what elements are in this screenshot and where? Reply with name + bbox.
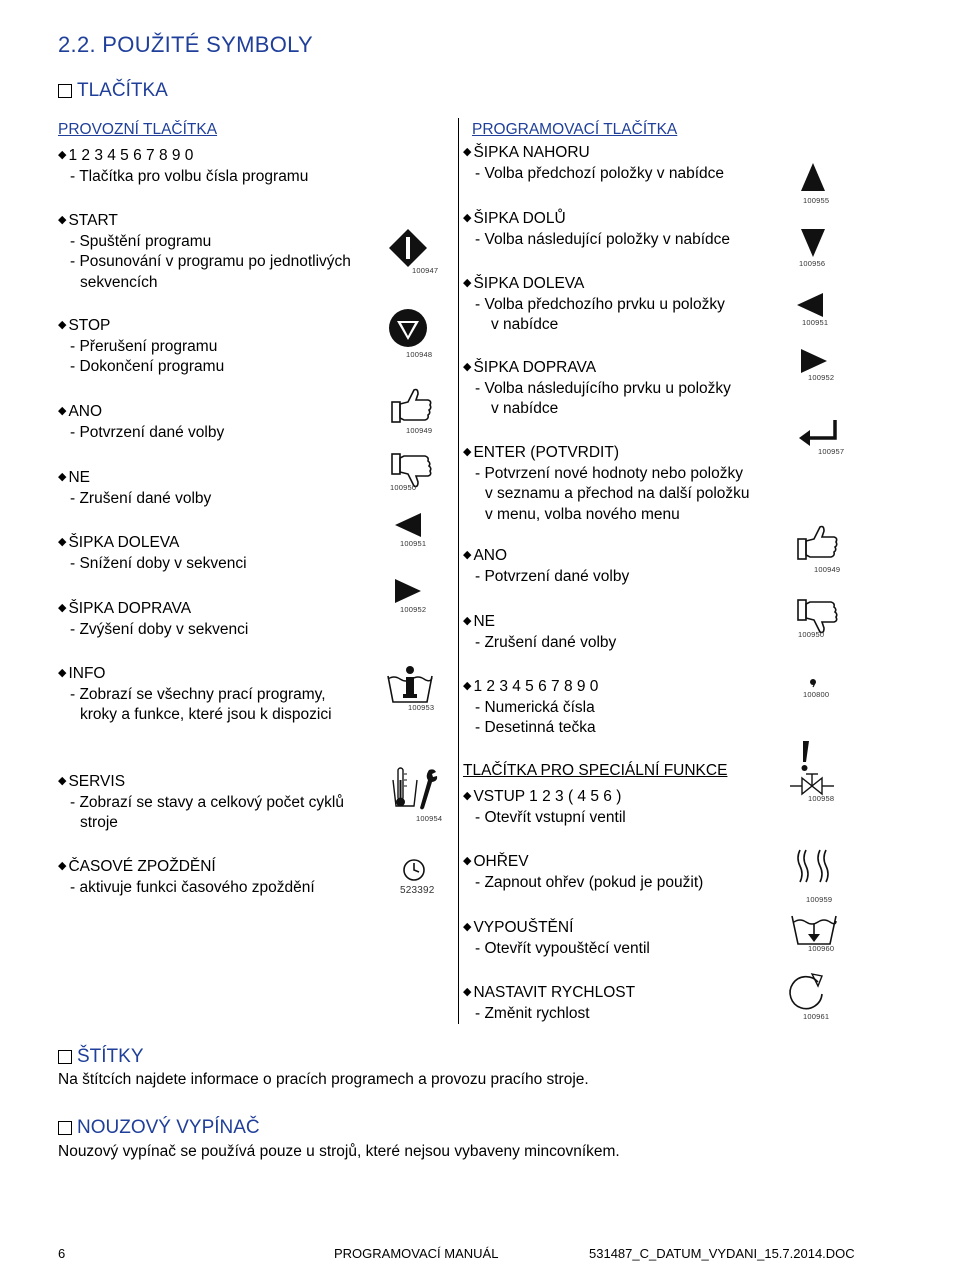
diamond-bullet-icon: ◆ — [463, 855, 472, 867]
list-item: ◆ INFO - Zobrazí se všechny prací programy, kroky a funkce, které jsou k dispozici — [58, 665, 332, 723]
decimal-point-icon — [809, 678, 817, 688]
diamond-bullet-icon: ◆ — [58, 536, 67, 548]
thumbs-up-icon — [390, 386, 434, 424]
labels-text: Na štítcích najdete informace o pracích programech a provozu pracího stroje. — [58, 1071, 589, 1088]
footer-document-name: 531487_C_DATUM_VYDANI_15.7.2014.DOC — [589, 1246, 855, 1261]
section-heading-labels — [58, 1046, 144, 1068]
service-icon — [392, 766, 440, 812]
list-item: ◆ ANO - Potvrzení dané volby — [463, 547, 630, 585]
list-item: ◆ ŠIPKA DOPRAVA - Volba následujícího prvku u položky v nabídce — [463, 359, 731, 417]
list-item: ◆ VSTUP 1 2 3 ( 4 5 6 ) - Otevřít vstupní ventil — [463, 788, 626, 826]
diamond-bullet-icon: ◆ — [463, 277, 472, 289]
arrow-up-icon — [800, 162, 826, 192]
arrow-left-icon — [796, 292, 824, 318]
diamond-bullet-icon: ◆ — [58, 667, 67, 679]
arrow-down-icon — [800, 228, 826, 258]
list-item: ◆ ŠIPKA DOPRAVA - Zvýšení doby v sekvenci — [58, 600, 249, 638]
list-item: ◆ 1 2 3 4 5 6 7 8 9 0 - Tlačítka pro volbu čísla programu — [58, 147, 309, 185]
section-heading-buttons — [58, 80, 168, 102]
page-title: 2.2. POUŽITÉ SYMBOLY — [58, 32, 313, 57]
right-column-heading: PROGRAMOVACÍ TLAČÍTKA — [472, 121, 678, 138]
list-item: ◆ ŠIPKA NAHORU - Volba předchozí položky v nabídce — [463, 144, 725, 182]
list-item: ◆ NE - Zrušení dané volby — [58, 469, 212, 507]
diamond-bullet-icon: ◆ — [463, 212, 472, 224]
diamond-bullet-icon: ◆ — [58, 775, 67, 787]
diamond-bullet-icon: ◆ — [463, 790, 472, 802]
list-item: ◆ VYPOUŠTĚNÍ - Otevřít vypouštěcí ventil — [463, 919, 650, 957]
checkbox-icon — [58, 1050, 72, 1064]
footer-manual-title: PROGRAMOVACÍ MANUÁL — [334, 1246, 499, 1261]
section-heading-emergency — [58, 1117, 260, 1139]
heating-icon — [794, 848, 834, 892]
info-icon — [386, 664, 434, 704]
diamond-bullet-icon: ◆ — [58, 602, 67, 614]
diamond-bullet-icon: ◆ — [58, 471, 67, 483]
inlet-valve-icon — [790, 772, 834, 796]
diamond-bullet-icon: ◆ — [58, 214, 67, 226]
clock-delay-icon — [402, 858, 426, 882]
exclamation-icon — [798, 740, 812, 772]
speed-icon — [786, 972, 826, 1012]
section-title: ŠTÍTKY — [77, 1046, 144, 1067]
page-number: 6 — [58, 1246, 66, 1261]
checkbox-icon — [58, 84, 72, 98]
start-icon — [388, 228, 428, 268]
list-item: ◆ ŠIPKA DOLŮ - Volba následující položky v nabídce — [463, 210, 731, 248]
diamond-bullet-icon: ◆ — [463, 446, 472, 458]
list-item: ◆ NE - Zrušení dané volby — [463, 613, 617, 651]
enter-icon — [798, 418, 840, 446]
diamond-bullet-icon: ◆ — [58, 149, 67, 161]
list-item: ◆ 1 2 3 4 5 6 7 8 9 0 - Numerická čísla - Desetinná tečka — [463, 678, 599, 736]
drain-icon — [790, 912, 838, 948]
diamond-bullet-icon: ◆ — [463, 921, 472, 933]
diamond-bullet-icon: ◆ — [463, 549, 472, 561]
list-item: ◆ NASTAVIT RYCHLOST - Změnit rychlost — [463, 984, 636, 1022]
diamond-bullet-icon: ◆ — [58, 319, 67, 331]
column-divider — [458, 118, 459, 1024]
list-item: ◆ SERVIS - Zobrazí se stavy a celkový počet cyklů stroje — [58, 773, 344, 831]
diamond-bullet-icon: ◆ — [463, 615, 472, 627]
thumbs-up-icon — [796, 523, 840, 561]
list-item: ◆ ANO - Potvrzení dané volby — [58, 403, 225, 441]
arrow-left-icon — [394, 512, 422, 538]
list-item: ◆ ČASOVÉ ZPOŽDĚNÍ - aktivuje funkci časového zpoždění — [58, 858, 315, 896]
special-functions-heading: TLAČÍTKA PRO SPECIÁLNÍ FUNKCE — [463, 762, 728, 779]
list-item: ◆ ŠIPKA DOLEVA - Snížení doby v sekvenci — [58, 534, 247, 572]
arrow-right-icon — [800, 348, 828, 374]
left-column-heading: PROVOZNÍ TLAČÍTKA — [58, 121, 218, 138]
checkbox-icon — [58, 1121, 72, 1135]
list-item: ◆ STOP - Přerušení programu - Dokončení programu — [58, 317, 225, 375]
diamond-bullet-icon: ◆ — [463, 146, 472, 158]
section-title: NOUZOVÝ VYPÍNAČ — [77, 1117, 260, 1138]
arrow-right-icon — [394, 578, 422, 604]
diamond-bullet-icon: ◆ — [463, 986, 472, 998]
list-item: ◆ START - Spuštění programu - Posunování v programu po jednotlivých sekvencích — [58, 212, 351, 291]
list-item: ◆ OHŘEV - Zapnout ohřev (pokud je použit) — [463, 853, 704, 891]
diamond-bullet-icon: ◆ — [58, 405, 67, 417]
diamond-bullet-icon: ◆ — [463, 680, 472, 692]
list-item: ◆ ŠIPKA DOLEVA - Volba předchozího prvku u položky v nabídce — [463, 275, 725, 333]
list-item: ◆ ENTER (POTVRDIT) - Potvrzení nové hodnoty nebo položky v seznamu a přechod na další položku v menu, volba nového menu — [463, 444, 750, 523]
section-title: TLAČÍTKA — [77, 80, 168, 101]
diamond-bullet-icon: ◆ — [58, 860, 67, 872]
emergency-text: Nouzový vypínač se používá pouze u strojů, které nejsou vybaveny mincovníkem. — [58, 1143, 620, 1160]
diamond-bullet-icon: ◆ — [463, 361, 472, 373]
stop-icon — [388, 308, 428, 348]
